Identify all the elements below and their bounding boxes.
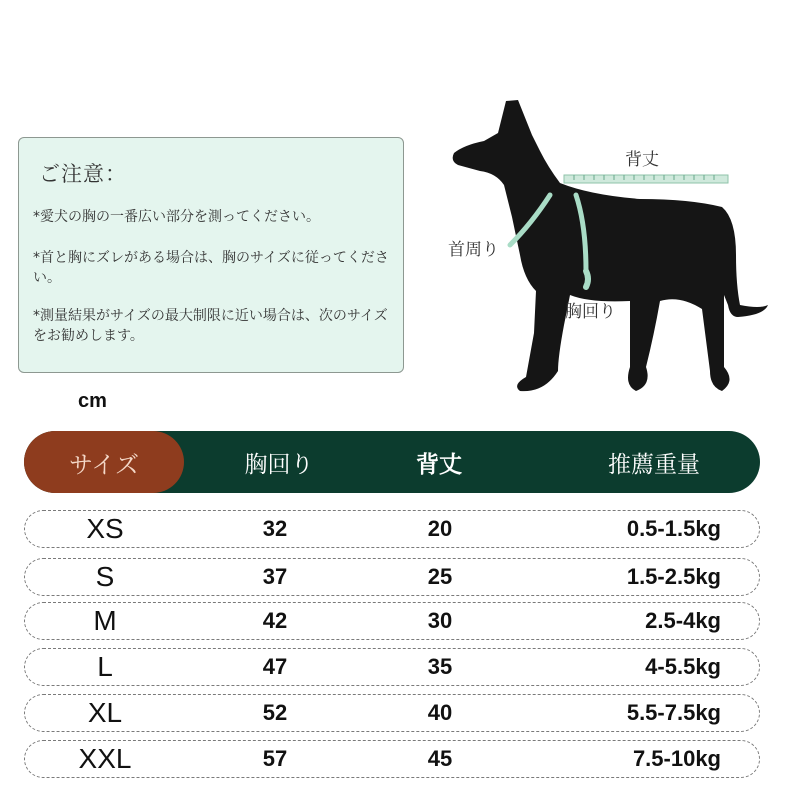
row-chest: 57 — [262, 746, 288, 771]
row-weight: 2.5-4kg — [645, 608, 721, 633]
notice-box — [18, 137, 404, 373]
table-row — [24, 694, 760, 732]
row-size: XXL — [78, 743, 132, 774]
notice-line-neck: *首と胸にズレがある場合は、胸のサイズに従ってください。 — [33, 250, 389, 286]
row-size: S — [95, 561, 115, 592]
row-size: XL — [87, 697, 123, 728]
row-back: 35 — [427, 654, 453, 679]
header-back: 背丈 — [416, 451, 462, 478]
row-weight: 4-5.5kg — [645, 654, 721, 679]
table-row — [24, 510, 760, 548]
table-row — [24, 740, 760, 778]
row-weight: 7.5-10kg — [632, 746, 721, 771]
table-row — [24, 602, 760, 640]
header-weight: 推薦重量 — [608, 451, 700, 478]
row-chest: 37 — [262, 564, 288, 589]
row-size: L — [97, 651, 113, 682]
dog-measurement-diagram — [440, 95, 780, 400]
row-chest: 32 — [262, 516, 288, 541]
row-weight: 1.5-2.5kg — [626, 564, 721, 589]
row-back: 20 — [427, 516, 453, 541]
table-row — [24, 648, 760, 686]
row-chest: 52 — [262, 700, 288, 725]
row-back: 45 — [427, 746, 453, 771]
row-back: 30 — [427, 608, 453, 633]
row-chest: 47 — [262, 654, 288, 679]
notice-title: ご注意： — [39, 162, 127, 186]
row-chest: 42 — [262, 608, 288, 633]
row-weight: 5.5-7.5kg — [626, 700, 721, 725]
row-weight: 0.5-1.5kg — [626, 516, 721, 541]
row-size: M — [93, 605, 117, 636]
header-size: サイズ — [24, 431, 184, 493]
back-length-label: 背丈 — [625, 150, 659, 170]
row-back: 25 — [427, 564, 453, 589]
size-table-header — [24, 431, 760, 493]
table-row — [24, 558, 760, 596]
unit-label: cm — [78, 390, 107, 412]
neck-label: 首周り — [448, 240, 499, 260]
row-back: 40 — [427, 700, 453, 725]
notice-line-size: *測量結果がサイズの最大制限に近い場合は、次のサイズをお勧めします。 — [33, 308, 388, 344]
notice-line-chest: *愛犬の胸の一番広い部分を測ってください。 — [33, 209, 320, 225]
row-size: XS — [86, 513, 124, 544]
header-chest: 胸回り — [244, 451, 314, 478]
chest-label: 胸回り — [565, 302, 616, 322]
